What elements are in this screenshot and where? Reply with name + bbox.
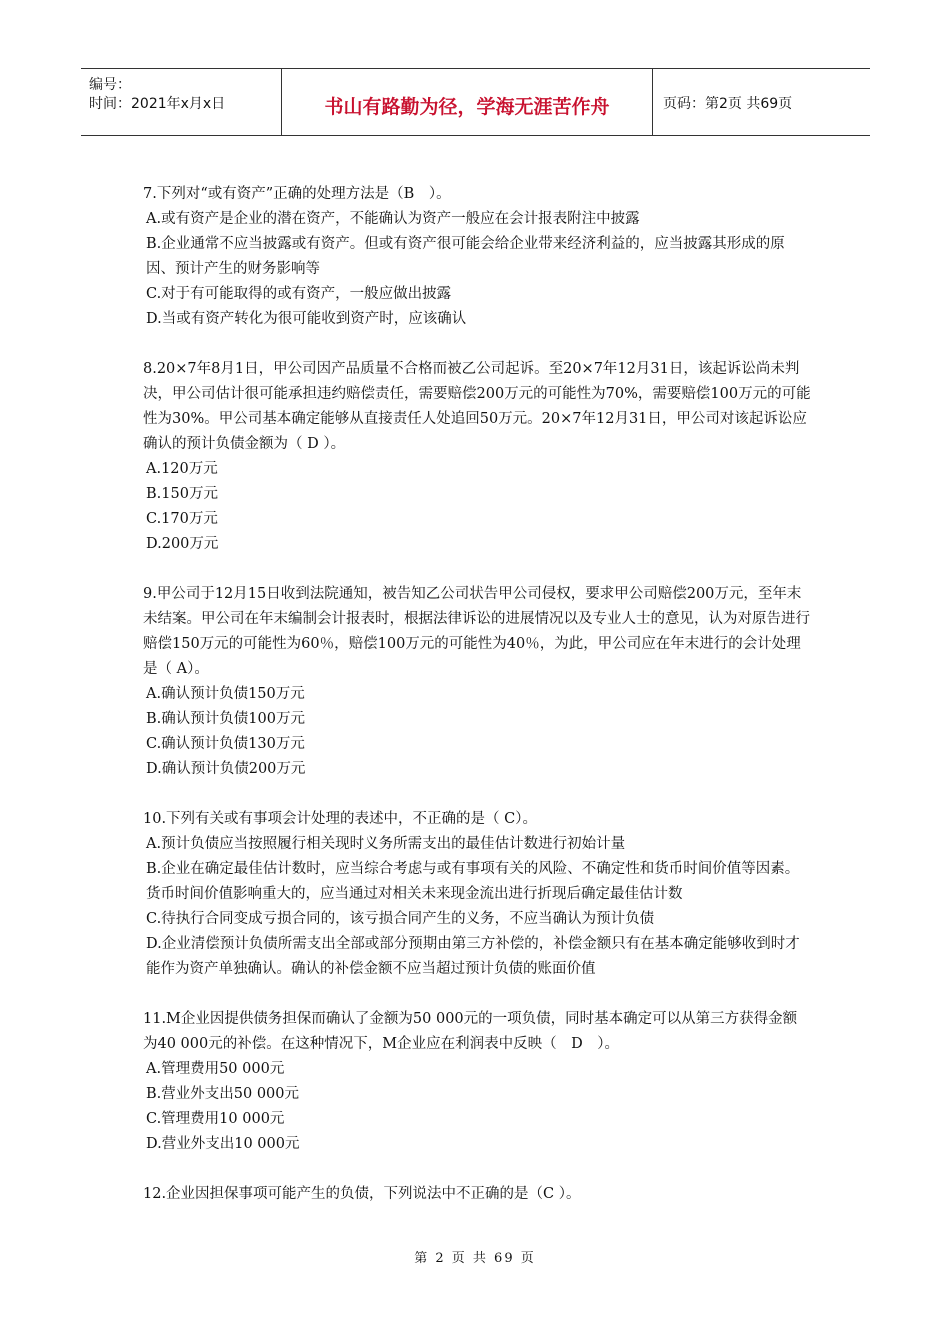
- answer-option: A.管理费用50 000元: [146, 1061, 285, 1077]
- page-header: [81, 68, 870, 136]
- header-motto: 书山有路勤为径，学海无涯苦作舟: [324, 96, 610, 118]
- question-block: [143, 1007, 811, 1157]
- question-block: [143, 357, 811, 557]
- answer-option: D.当或有资产转化为很可能收到资产时，应该确认: [146, 311, 467, 327]
- answer-option: A.或有资产是企业的潜在资产，不能确认为资产一般应在会计报表附注中披露: [146, 211, 640, 227]
- question-stem: 10.下列有关或有事项会计处理的表述中，不正确的是（ C）。: [143, 811, 538, 827]
- question-block: [143, 1182, 811, 1207]
- answer-option: B.150万元: [146, 486, 218, 502]
- answer-option: D.确认预计负债200万元: [146, 761, 306, 777]
- question-block: [143, 182, 811, 332]
- question-stem: 9.甲公司于12月15日收到法院通知，被告知乙公司状告甲公司侵权，要求甲公司赔偿200万元，至年末未结案。甲公司在年末编制会计报表时，根据法律诉讼的进展情况以及专业人士的意见，认为对原告进行赔偿150万元的可能性为60％，赔偿100万元的可能性为40％，为此，甲公司应在年末进行的会计处理是（ A）。: [143, 586, 810, 677]
- answer-option: A.120万元: [146, 461, 218, 477]
- question-block: [143, 582, 811, 782]
- question-stem: 7.下列对“或有资产”正确的处理方法是（B ）。: [143, 186, 451, 202]
- question-stem: 12.企业因担保事项可能产生的负债，下列说法中不正确的是（C ）。: [143, 1186, 581, 1202]
- header-meta-cell: [81, 69, 282, 135]
- question-stem: 8.20×7年8月1日，甲公司因产品质量不合格而被乙公司起诉。至20×7年12月31日，该起诉讼尚未判决，甲公司估计很可能承担违约赔偿责任，需要赔偿200万元的可能性为70%，需要赔偿100万元的可能性为30%。甲公司基本确定能够从直接责任人处追回50万元。20×7年12月31日，甲公司对该起诉讼应确认的预计负债金额为（ D ）。: [143, 361, 811, 452]
- answer-option: B.企业在确定最佳估计数时，应当综合考虑与或有事项有关的风险、不确定性和货币时间价值等因素。货币时间价值影响重大的，应当通过对相关未来现金流出进行折现后确定最佳估计数: [146, 861, 800, 902]
- document-date-label: 时间：2021年x月x日: [89, 96, 226, 112]
- answer-option: B.营业外支出50 000元: [146, 1086, 299, 1102]
- answer-option: B.确认预计负债100万元: [146, 711, 305, 727]
- document-body: [143, 182, 811, 1207]
- answer-option: B.企业通常不应当披露或有资产。但或有资产很可能会给企业带来经济利益的，应当披露其形成的原因、预计产生的财务影响等: [146, 236, 785, 277]
- answer-option: A.预计负债应当按照履行相关现时义务所需支出的最佳估计数进行初始计量: [146, 836, 626, 852]
- question-stem: 11.M企业因提供债务担保而确认了金额为50 000元的一项负债，同时基本确定可以从第三方获得金额为40 000元的补偿。在这种情况下，M企业应在利润表中反映（ D ）。: [143, 1011, 798, 1052]
- answer-option: D.营业外支出10 000元: [146, 1136, 300, 1152]
- answer-option: C.管理费用10 000元: [146, 1111, 285, 1127]
- page-footer: 第 2 页 共 69 页: [414, 1251, 536, 1266]
- answer-option: C.待执行合同变成亏损合同的，该亏损合同产生的义务，不应当确认为预计负债: [146, 911, 655, 927]
- document-code-label: 编号：: [89, 77, 131, 93]
- answer-option: D.企业清偿预计负债所需支出全部或部分预期由第三方补偿的，补偿金额只有在基本确定能够收到时才能作为资产单独确认。确认的补偿金额不应当超过预计负债的账面价值: [146, 936, 800, 977]
- answer-option: D.200万元: [146, 536, 219, 552]
- answer-option: C.确认预计负债130万元: [146, 736, 305, 752]
- header-page-number: 页码：第2页 共69页: [663, 96, 793, 112]
- question-block: [143, 807, 811, 982]
- answer-option: A.确认预计负债150万元: [146, 686, 305, 702]
- answer-option: C.170万元: [146, 511, 218, 527]
- answer-option: C.对于有可能取得的或有资产，一般应做出披露: [146, 286, 452, 302]
- header-page-cell: [653, 69, 870, 135]
- header-motto-cell: [282, 69, 653, 135]
